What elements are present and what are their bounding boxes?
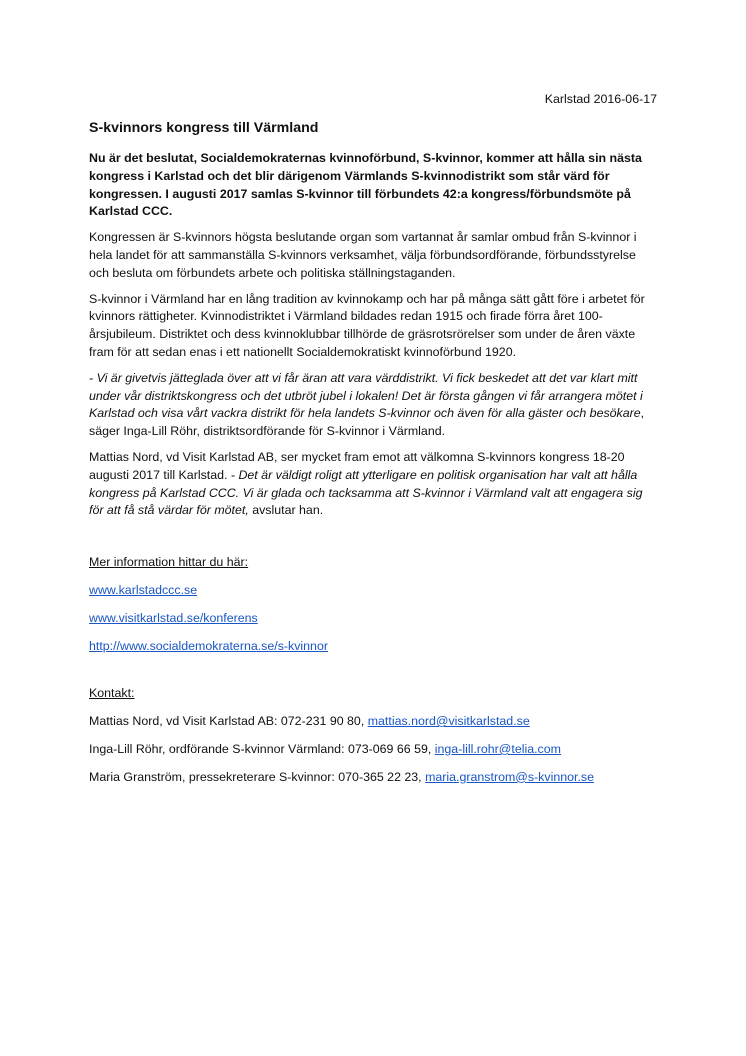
link-row	[89, 638, 659, 656]
document-title: S-kvinnors kongress till Värmland	[89, 120, 319, 136]
document-body	[89, 119, 659, 797]
body-paragraph-history: S-kvinnor i Värmland har en lång tradition av kvinnokamp och har på många sätt gått före i arbetet för kvinnors rättigheter. Kvinnodistriktet i Värmland bildades redan 1915 och firade förra året 100-årsjubileum. Distriktet och dess kvinnoklubbar tillhörde de gräsrotsrörelser som under de åren växte fram för att sedan enas i ett nationellt Socialdemokratiskt kvinnoförbund 1920.	[89, 291, 645, 359]
body-paragraph-visit-karlstad	[89, 449, 659, 520]
link-socialdemokraterna-s-kvinnor[interactable]: http://www.socialdemokraterna.se/s-kvinnor	[89, 638, 328, 653]
paragraph-intro: Mattias Nord, vd Visit Karlstad AB, ser mycket fram emot att välkomna S-kvinnors kongress 18-20 augusti 2017 till Karlstad.	[89, 449, 625, 482]
link-row	[89, 610, 659, 628]
contact-heading: Kontakt:	[89, 686, 135, 701]
link-karlstadccc[interactable]: www.karlstadccc.se	[89, 582, 198, 597]
quote-text-karlstad: - Det är väldigt roligt att ytterligare en politisk organisation har valt att hålla kongress på Karlstad CCC. Vi är glada och tacksamma att S-kvinnor i Värmland valt att engagera sig för att få stå värdar för mötet,	[89, 467, 643, 518]
email-link[interactable]: inga-lill.rohr@telia.com	[434, 741, 561, 756]
more-info-heading: Mer information hittar du här:	[89, 555, 249, 570]
contact-row	[89, 741, 659, 759]
email-link[interactable]: mattias.nord@visitkarlstad.se	[367, 714, 530, 729]
body-paragraph-quote	[89, 370, 659, 441]
quote-attribution: , säger Inga-Lill Röhr, distriktsordförande för S-kvinnor i Värmland.	[89, 406, 645, 439]
link-visitkarlstad-konferens[interactable]: www.visitkarlstad.se/konferens	[89, 610, 258, 625]
link-row	[89, 582, 659, 600]
dateline: Karlstad 2016-06-17	[544, 92, 657, 106]
lead-paragraph: Nu är det beslutat, Socialdemokraternas kvinnoförbund, S-kvinnor, kommer att hålla sin nästa kongress i Karlstad och det blir därigenom Värmlands S-kvinnodistrikt som står värd för kongressen. I augusti 2017 samlas S-kvinnor till förbundets 42:a kongress/förbundsmöte på Karlstad CCC.	[89, 151, 642, 219]
contact-details: Inga-Lill Röhr, ordförande S-kvinnor Värmland: 073-069 66 59,	[89, 741, 435, 756]
paragraph-ending: avslutar han.	[248, 503, 324, 518]
body-paragraph-congress: Kongressen är S-kvinnors högsta beslutande organ som vartannat år samlar ombud från S-kvinnor i hela landet för att sammanställa S-kvinnors verksamhet, välja förbundsordförande, förbundsstyrelse och besluta om förbundets arbete och politiska ställningstaganden.	[89, 230, 637, 280]
contact-details: Mattias Nord, vd Visit Karlstad AB: 072-231 90 80,	[89, 714, 368, 729]
more-info-section	[89, 554, 659, 655]
contact-row	[89, 713, 659, 731]
quote-text: - Vi är givetvis jätteglada över att vi får äran att vara värddistrikt. Vi fick beskedet att det var klart mitt under vår distriktskongress och det utbröt jubel i lokalen! Det är första gången vi får arrangera mötet i Karlstad och visa vårt vackra distrikt för hela landets S-kvinnor och även för alla gäster och besökare	[89, 370, 643, 421]
contact-row	[89, 769, 659, 787]
contact-section	[89, 685, 659, 786]
contact-details: Maria Granström, pressekreterare S-kvinnor: 070-365 22 23,	[89, 769, 426, 784]
email-link[interactable]: maria.granstrom@s-kvinnor.se	[425, 769, 594, 784]
